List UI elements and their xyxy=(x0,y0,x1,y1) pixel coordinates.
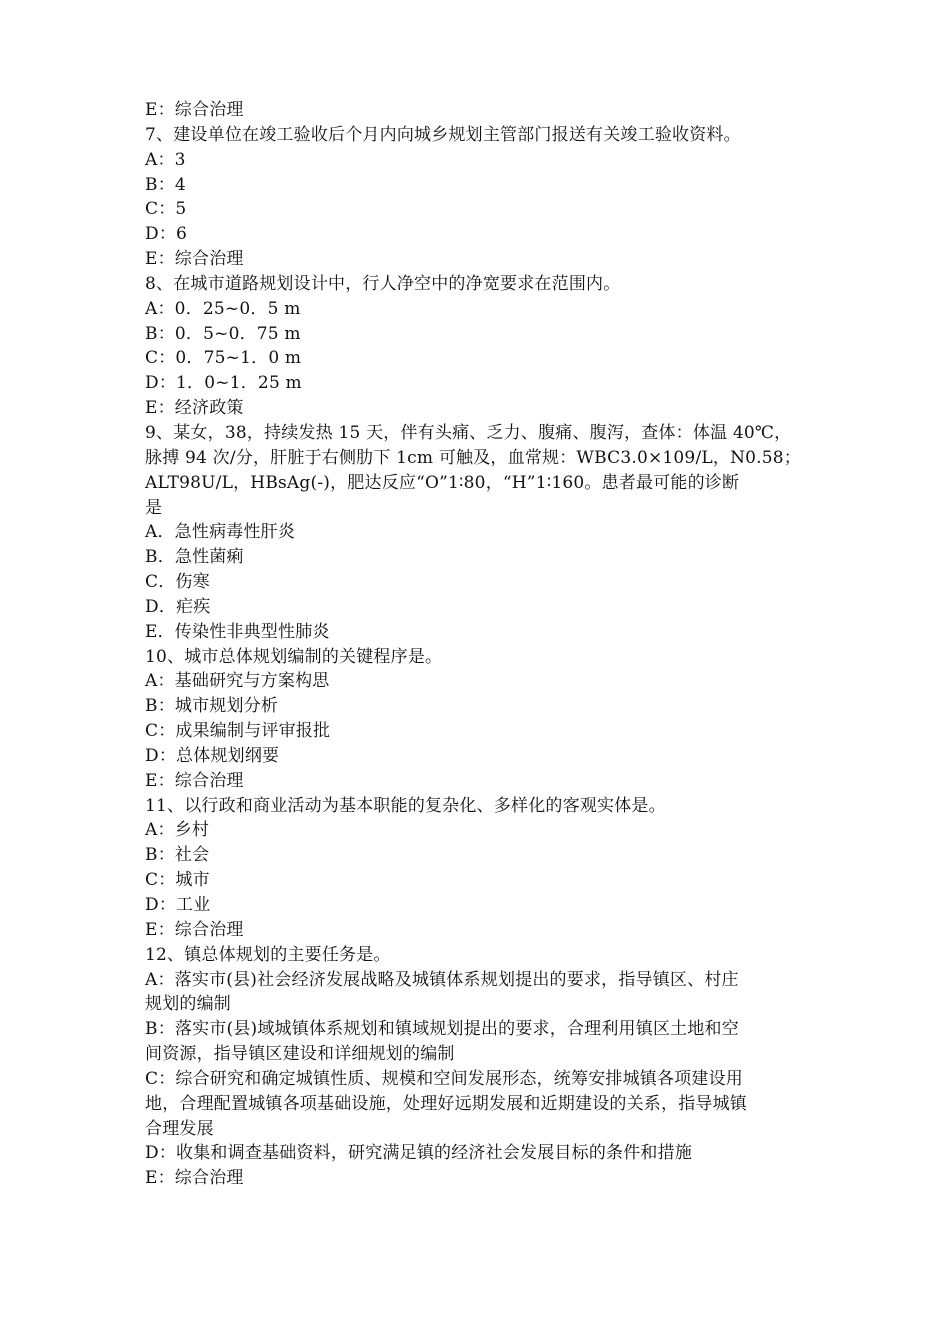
option-a: A：3 xyxy=(145,149,186,170)
question-9-continued: ALT98U/L，HBsAg(-)，肥达反应“O”1∶80，“H”1∶160。患者最可能的诊断 xyxy=(145,472,740,493)
option-c: C：综合研究和确定城镇性质、规模和空间发展形态，统筹安排城镇各项建设用 xyxy=(145,1068,744,1089)
option-b: B：4 xyxy=(145,174,186,195)
option-d: D：6 xyxy=(145,224,188,245)
option-e: E：综合治理 xyxy=(145,919,244,940)
option-d: D：收集和调查基础资料，研究满足镇的经济社会发展目标的条件和措施 xyxy=(145,1143,693,1164)
option-b: B：0．5~0．75 m xyxy=(145,323,301,344)
option-a: A：落实市(县)社会经济发展战略及城镇体系规划提出的要求，指导镇区、村庄 xyxy=(145,969,739,990)
option-e: E：综合治理 xyxy=(145,249,244,270)
option-e: E：综合治理 xyxy=(145,1168,244,1189)
option-b: B：落实市(县)域城镇体系规划和镇域规划提出的要求，合理利用镇区土地和空 xyxy=(145,1019,739,1040)
text-line: E：综合治理 xyxy=(145,100,244,120)
option-c-continued: 合理发展 xyxy=(145,1118,214,1139)
option-c: C：0．75~1．0 m xyxy=(145,348,302,369)
question-10: 10、城市总体规划编制的关键程序是。 xyxy=(145,646,443,667)
option-d: D：工业 xyxy=(145,895,211,915)
option-a: A．急性病毒性肝炎 xyxy=(145,522,296,543)
option-c: C：5 xyxy=(145,199,187,220)
question-9-continued: 脉搏 94 次/分，肝脏于右侧肋下 1cm 可触及，血常规：WBC3.0×109/L，N0.58； xyxy=(145,447,801,468)
option-e: E．传染性非典型性肺炎 xyxy=(145,621,330,642)
option-b: B：城市规划分析 xyxy=(145,696,279,717)
question-8: 8、在城市道路规划设计中，行人净空中的净宽要求在范围内。 xyxy=(145,273,621,294)
option-c: C．伤寒 xyxy=(145,572,210,593)
option-d: D：1．0~1．25 m xyxy=(145,373,302,394)
document-page xyxy=(145,98,825,1191)
question-12: 12、镇总体规划的主要任务是。 xyxy=(145,944,391,965)
option-d: D：总体规划纲要 xyxy=(145,745,280,766)
option-a: A：乡村 xyxy=(145,820,210,841)
option-d: D．疟疾 xyxy=(145,596,211,617)
option-a: A：0．25~0．5 m xyxy=(145,298,301,319)
option-b-continued: 间资源，指导镇区建设和详细规划的编制 xyxy=(145,1044,455,1065)
option-c-continued: 地，合理配置城镇各项基础设施，处理好远期发展和近期建设的关系，指导城镇 xyxy=(145,1093,747,1114)
option-e: E：综合治理 xyxy=(145,770,244,791)
question-9-continued: 是 xyxy=(145,497,163,518)
option-c: C：成果编制与评审报批 xyxy=(145,721,331,742)
option-a: A：基础研究与方案构思 xyxy=(145,671,330,692)
option-e: E：经济政策 xyxy=(145,398,244,419)
question-11: 11、以行政和商业活动为基本职能的复杂化、多样化的客观实体是。 xyxy=(145,795,666,816)
option-b: B：社会 xyxy=(145,845,210,866)
option-b: B．急性菌痢 xyxy=(145,547,244,568)
question-7: 7、建设单位在竣工验收后个月内向城乡规划主管部门报送有关竣工验收资料。 xyxy=(145,124,741,145)
option-a-continued: 规划的编制 xyxy=(145,994,231,1015)
question-9: 9、某女，38，持续发热 15 天，伴有头痛、乏力、腹痛、腹泻，查体：体温 40℃， xyxy=(145,422,792,443)
option-c: C：城市 xyxy=(145,870,210,891)
